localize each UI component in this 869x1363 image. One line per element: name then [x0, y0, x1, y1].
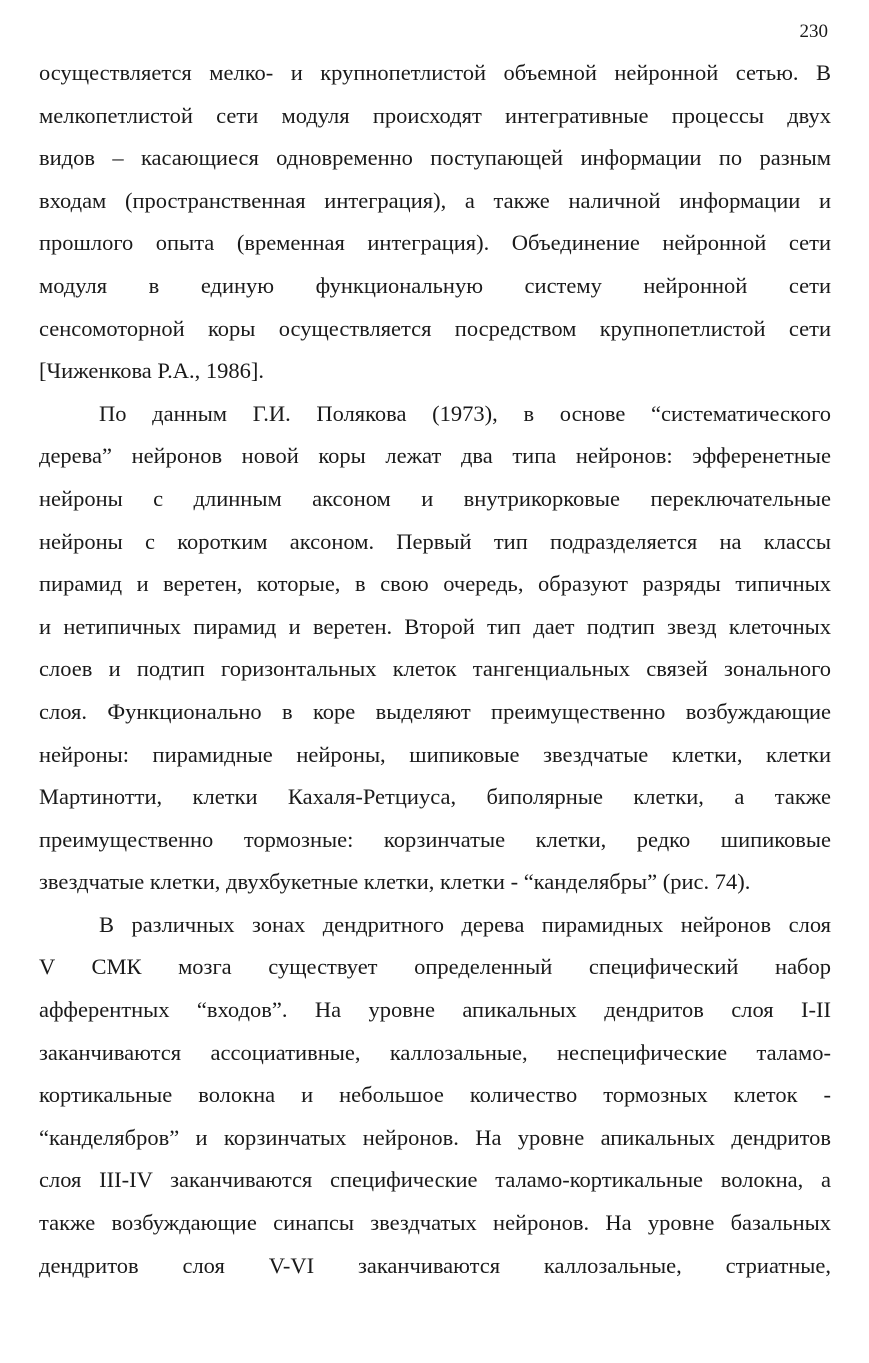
text-line: нейроны с длинным аксоном и внутрикорковые переключательные	[39, 485, 831, 511]
text-line: и нетипичных пирамид и веретен. Второй тип дает подтип звезд клеточных	[39, 613, 831, 639]
text-line: афферентных “входов”. На уровне апикальных дендритов слоя I-II	[39, 997, 831, 1023]
paragraph-3	[39, 904, 831, 1287]
text-line: звездчатые клетки, двухбукетные клетки, клетки - “канделябры” (рис. 74).	[39, 869, 751, 895]
text-line: По данным Г.И. Полякова (1973), в основе “систематического	[99, 400, 831, 426]
text-line: видов – касающиеся одновременно поступающей информации по разным	[39, 145, 831, 171]
text-line: кортикальные волокна и небольшое количество тормозных клеток -	[39, 1082, 831, 1108]
page-number: 230	[799, 21, 828, 42]
text-line: слоев и подтип горизонтальных клеток тангенциальных связей зонального	[39, 656, 831, 682]
text-line: нейроны: пирамидные нейроны, шипиковые звездчатые клетки, клетки	[39, 741, 831, 767]
text-line: входам (пространственная интеграция), а также наличной информации и	[39, 187, 831, 213]
text-line: В различных зонах дендритного дерева пирамидных нейронов слоя	[99, 911, 831, 937]
text-line: слоя. Функционально в коре выделяют преимущественно возбуждающие	[39, 698, 831, 724]
text-line: мелкопетлистой сети модуля происходят интегративные процессы двух	[39, 102, 831, 128]
text-line: сенсомоторной коры осуществляется посредством крупнопетлистой сети	[39, 315, 831, 341]
text-line: дендритов слоя V-VI заканчиваются каллозальные, стриатные,	[39, 1252, 831, 1278]
paragraph-2	[39, 393, 831, 904]
text-line: V СМК мозга существует определенный специфический набор	[39, 954, 831, 980]
text-line: прошлого опыта (временная интеграция). Объединение нейронной сети	[39, 230, 831, 256]
text-line: дерева” нейронов новой коры лежат два типа нейронов: эфференетные	[39, 443, 831, 469]
text-line: преимущественно тормозные: корзинчатые клетки, редко шипиковые	[39, 826, 831, 852]
text-line: заканчиваются ассоциативные, каллозальные, неспецифические таламо-	[39, 1039, 831, 1065]
text-line: [Чиженкова Р.А., 1986].	[39, 358, 264, 384]
text-line: также возбуждающие синапсы звездчатых нейронов. На уровне базальных	[39, 1210, 831, 1236]
text-line: модуля в единую функциональную систему нейронной сети	[39, 272, 831, 298]
text-line: Мартинотти, клетки Кахаля-Ретциуса, биполярные клетки, а также	[39, 784, 831, 810]
text-line: осуществляется мелко- и крупнопетлистой объемной нейронной сетью. В	[39, 60, 831, 85]
paragraph-1	[39, 52, 831, 393]
text-line: слоя III-IV заканчиваются специфические таламо-кортикальные волокна, а	[39, 1167, 831, 1193]
body-text	[39, 52, 831, 1287]
text-line: “канделябров” и корзинчатых нейронов. На уровне апикальных дендритов	[39, 1124, 831, 1150]
text-line: пирамид и веретен, которые, в свою очередь, образуют разряды типичных	[39, 571, 831, 597]
text-line: нейроны с коротким аксоном. Первый тип подразделяется на классы	[39, 528, 831, 554]
